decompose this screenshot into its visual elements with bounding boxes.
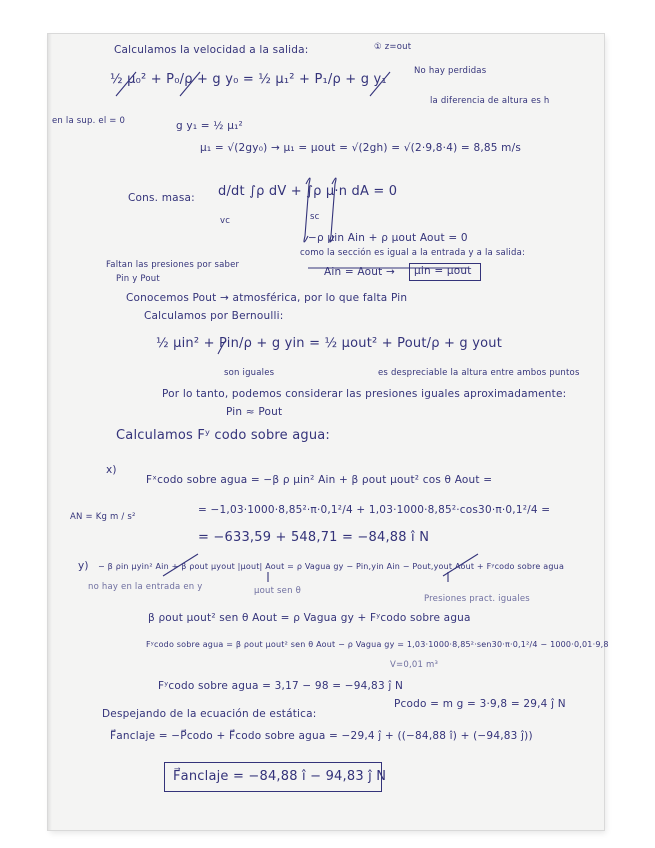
force-section-label: Calculamos Fʸ codo sobre agua:	[116, 428, 331, 443]
area-equality: Ain = Aout →	[324, 266, 395, 278]
potential-kinetic-eq: g y₁ = ½ μ₁²	[176, 120, 243, 132]
negligible-height-note: es despreciable la altura entre ambos puntos	[378, 368, 580, 378]
mass-conservation-eq: d/dt ∫ρ dV + ∫ρ μ·n dA = 0	[218, 184, 398, 199]
pressure-equal-note: Presiones pract. iguales	[424, 594, 530, 604]
fy-equation-1: − β ρin μyin² Ain + β ρout μyout |μout| Aout = ρ Vagua gy − Pin,yin Ain − Pout,yout Aout + Fʸcodo sobre agua	[98, 562, 565, 571]
mass-conservation-label: Cons. masa:	[128, 192, 195, 204]
missing-pressures-note: Faltan las presiones por saber	[106, 260, 240, 270]
fy-equation-2: β ρout μout² sen θ Aout = ρ Vagua gy + Fʸcodo sobre agua	[148, 612, 471, 624]
sin-component-note: μout sen θ	[254, 586, 301, 596]
vc-subscript: vc	[220, 216, 231, 226]
equal-terms-note: son iguales	[224, 368, 275, 378]
fy-result: Fʸcodo sobre agua = 3,17 − 98 = −94,83 ĵ N	[158, 680, 404, 692]
conclusion-line: Por lo tanto, podemos considerar las presiones iguales aproximadamente:	[162, 388, 567, 400]
section-note: como la sección es igual a la entrada y a la salida:	[300, 248, 526, 258]
pressure-result: Pin ≈ Pout	[226, 406, 283, 418]
static-equation-label: Despejando de la ecuación de estática:	[102, 708, 317, 720]
fx-result: = −633,59 + 548,71 = −84,88 î N	[198, 530, 430, 545]
weight-eq: Pcodo = m g = 3·9,8 = 29,4 ĵ N	[394, 698, 566, 710]
bernoulli-equation-2: ½ μin² + Pin/ρ + g yin = ½ μout² + Pout/ρ + g yout	[156, 336, 502, 351]
bernoulli-label: Calculamos por Bernoulli:	[144, 310, 284, 322]
known-pout-note: Conocemos Pout → atmosférica, por lo que falta Pin	[126, 292, 408, 304]
fx-equation-2: = −1,03·1000·8,85²·π·0,1²/4 + 1,03·1000·8,85²·cos30·π·0,1²/4 =	[198, 504, 551, 516]
no-entry-y-note: no hay en la entrada en y	[88, 582, 203, 592]
fy-equation-3: Fʸcodo sobre agua = β ρout μout² sen θ Aout − ρ Vagua gy = 1,03·1000·8,85²·sen30·π·0,1²/4 − 1000·0,01·9,8	[146, 640, 609, 649]
final-answer: F⃗anclaje = −84,88 î − 94,83 ĵ N	[173, 769, 387, 784]
outlet-velocity-eq: μ₁ = √(2gy₀) → μ₁ = μout = √(2gh) = √(2·9,8·4) = 8,85 m/s	[200, 142, 522, 154]
x-component-label: x)	[106, 464, 117, 476]
sc-subscript: sc	[310, 212, 320, 222]
pin-pout-note: Pin y Pout	[116, 274, 160, 284]
anchor-force-eq: F⃗anclaje = −P⃗codo + F⃗codo sobre agua = −29,4 ĵ + ((−84,88 î) + (−94,83 ĵ))	[110, 730, 533, 742]
point-note: ① z=out	[374, 42, 412, 52]
unit-side-note: AN = Kg m / s²	[70, 512, 136, 522]
volume-note: V=0,01 m³	[390, 660, 439, 670]
y-component-label: y)	[78, 560, 89, 572]
no-losses-note: No hay perdidas	[414, 66, 487, 76]
velocity-equality: μin = μout	[414, 265, 472, 277]
mass-result-eq: −ρ μin Ain + ρ μout Aout = 0	[308, 232, 468, 244]
fx-equation-1: Fˣcodo sobre agua = −β ρ μin² Ain + β ρout μout² cos θ Aout =	[146, 474, 493, 486]
final-answer-box	[164, 762, 387, 792]
bernoulli-equation-1: ½ μ₀² + P₀/ρ + g y₀ = ½ μ₁² + P₁/ρ + g y₁	[110, 72, 387, 87]
reference-level-note: en la sup. el = 0	[52, 116, 126, 126]
notebook-page	[48, 34, 609, 830]
height-diff-note: la diferencia de altura es h	[430, 96, 550, 106]
velocity-equality-box	[409, 263, 481, 281]
intro-line: Calculamos la velocidad a la salida:	[114, 44, 309, 56]
